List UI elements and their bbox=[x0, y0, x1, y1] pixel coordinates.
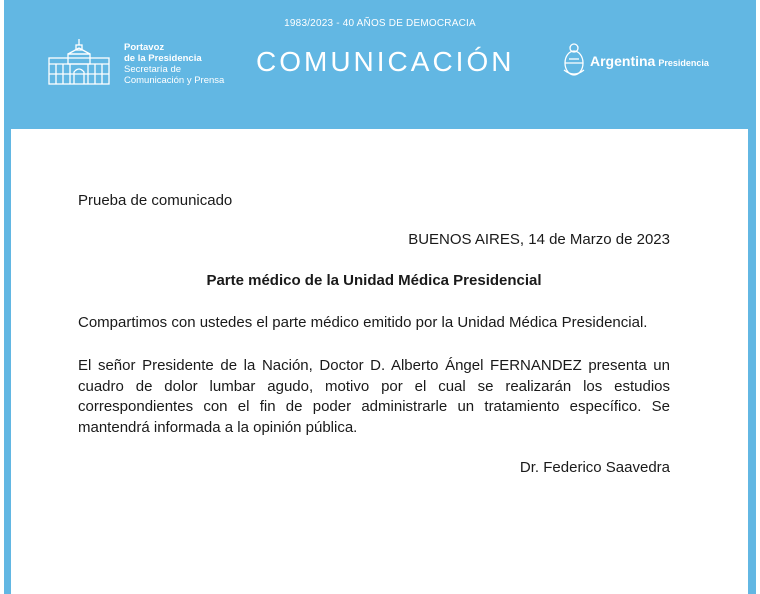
argentina-label: Argentina bbox=[590, 53, 656, 69]
portavoz-line1: Portavoz bbox=[124, 42, 165, 53]
casa-rosada-icon bbox=[46, 38, 112, 86]
presidencia-label: Presidencia bbox=[658, 58, 709, 68]
portavoz-text bbox=[124, 42, 224, 86]
document-subject: Prueba de comunicado bbox=[78, 192, 233, 209]
headline: COMUNICACIÓN bbox=[256, 46, 515, 77]
document-title: Parte médico de la Unidad Médica Presidencial bbox=[206, 272, 542, 289]
paragraph-1: Compartimos con ustedes el parte médico emitido por la Unidad Médica Presidencial. bbox=[78, 314, 648, 331]
paragraph-2: El señor Presidente de la Nación, Doctor D. Alberto Ángel FERNANDEZ presenta un cuadro de dolor lumbar agudo, motivo por el cual se realizarán los estudios correspondientes con el fin de poder administrarle un tratamiento específico. Se mantendrá informada a la opinión pública. bbox=[78, 357, 670, 436]
portavoz-line3: Secretaría de bbox=[124, 64, 182, 75]
portavoz-line4: Comunicación y Prensa bbox=[124, 75, 225, 86]
argentina-presidencia bbox=[590, 53, 709, 71]
header bbox=[0, 0, 752, 128]
signature: Dr. Federico Saavedra bbox=[519, 459, 670, 476]
portavoz-line2: de la Presidencia bbox=[124, 53, 202, 64]
democracy-tagline: 1983/2023 - 40 AÑOS DE DEMOCRACIA bbox=[284, 18, 476, 29]
document-date: BUENOS AIRES, 14 de Marzo de 2023 bbox=[408, 231, 670, 248]
coat-of-arms-icon bbox=[561, 42, 587, 78]
